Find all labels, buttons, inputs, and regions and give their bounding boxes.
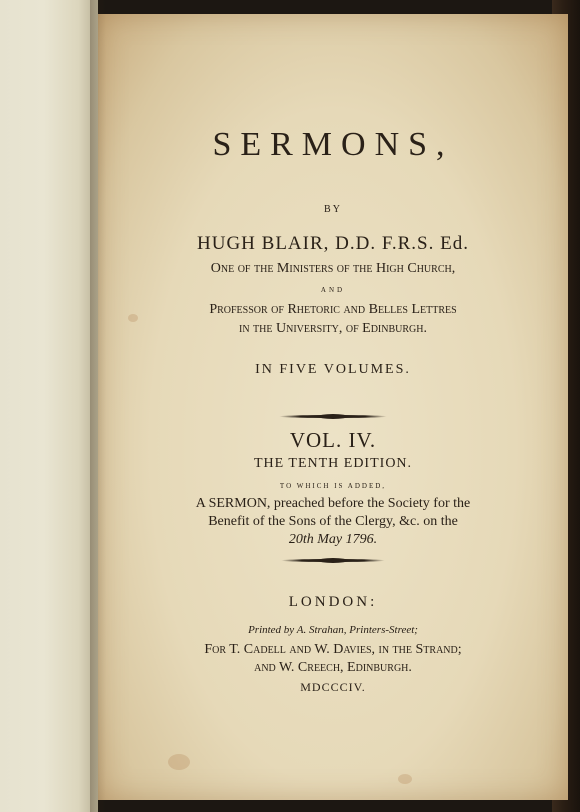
facing-blank-page bbox=[0, 0, 98, 812]
ornamental-rule bbox=[279, 415, 387, 418]
book-title: SERMONS, bbox=[212, 126, 454, 163]
sermon-line-1: A SERMON, preached before the Society for the bbox=[195, 496, 471, 511]
book-gutter bbox=[90, 0, 106, 812]
foxing-spot bbox=[168, 754, 190, 770]
author-role-church: One of the Ministers of the High Church, bbox=[210, 261, 456, 276]
by-line: BY bbox=[324, 204, 342, 215]
imprint-place: LONDON: bbox=[288, 594, 378, 610]
added-note: TO WHICH IS ADDED, bbox=[279, 482, 387, 490]
author-name: HUGH BLAIR, D.D. F.R.S. Ed. bbox=[197, 233, 469, 254]
publisher-line-2: and W. Creech, Edinburgh. bbox=[254, 660, 412, 675]
edition: THE TENTH EDITION. bbox=[253, 456, 413, 471]
publication-date: MDCCCIV. bbox=[300, 680, 366, 694]
volumes-note: IN FIVE VOLUMES. bbox=[255, 362, 411, 377]
foxing-spot bbox=[398, 774, 412, 784]
sermon-line-3: 20th May 1796. bbox=[288, 532, 378, 547]
author-role-university: in the University, of Edinburgh. bbox=[239, 321, 427, 336]
and-line: AND bbox=[320, 286, 346, 294]
volume-number: VOL. IV. bbox=[289, 428, 377, 452]
sermon-line-2: Benefit of the Sons of the Clergy, &c. on the bbox=[208, 514, 458, 529]
title-page bbox=[98, 14, 568, 800]
ornamental-rule bbox=[281, 559, 385, 562]
publisher-line-1: For T. Cadell and W. Davies, in the Strand; bbox=[204, 642, 462, 657]
printer-line: Printed by A. Strahan, Printers-Street; bbox=[248, 624, 418, 636]
author-role-professor: Professor of Rhetoric and Belles Lettres bbox=[209, 302, 457, 317]
